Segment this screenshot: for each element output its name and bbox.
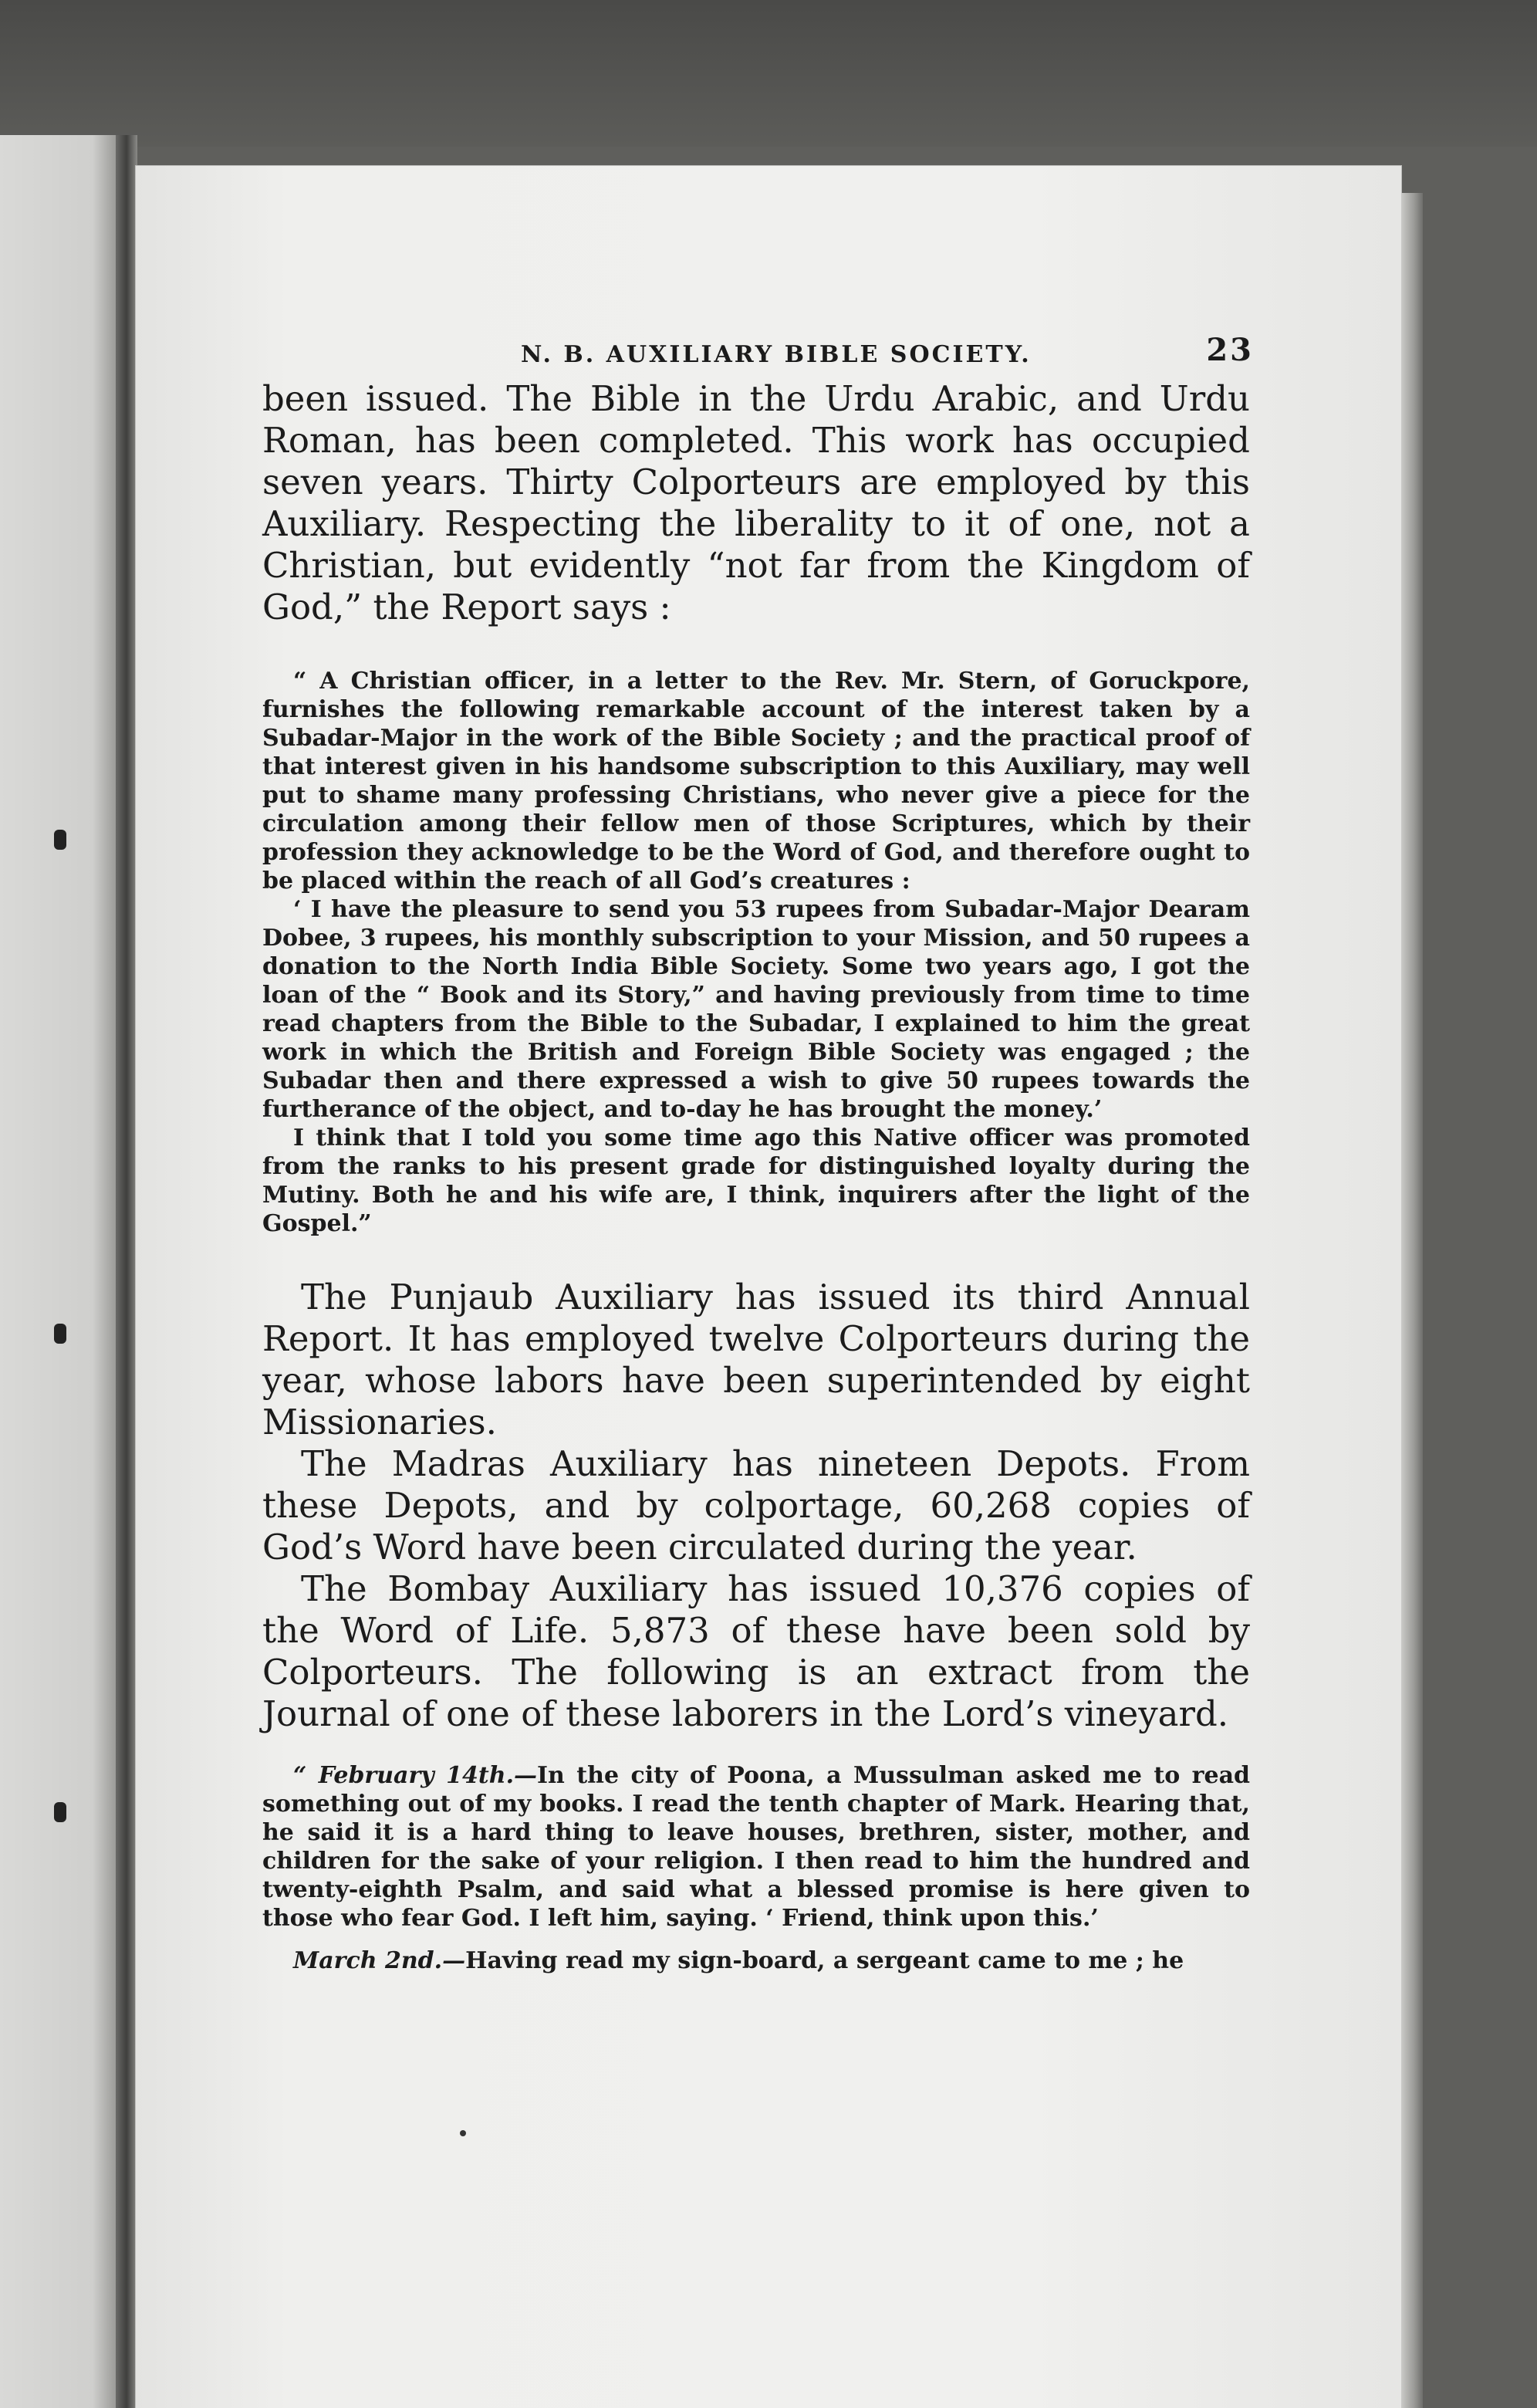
quoted-paragraph: “ A Christian officer, in a letter to the Rev. Mr. Stern, of Goruckpore, furnishes the following remarkable account of the interest taken by a Subadar-Major in the work of the Bible Society ; and the practical proof of that interest given in his handsome subscription to this Auxiliary, may well put to shame many professing Christians, who never give a piece for the circulation among their fellow men of those Scriptures, which by their profession they acknowledge to be the Word of God, and therefore ought to be placed within the reach of all God’s creatures : bbox=[262, 668, 1250, 895]
facing-page-edge bbox=[0, 135, 116, 2408]
page-stack-edge bbox=[1401, 193, 1423, 2408]
paragraph: The Madras Auxiliary has nineteen Depots. From these Depots, and by colportage, 60,268 copies of God’s Word have been circulated during the year. bbox=[262, 1443, 1250, 1568]
running-title: N. B. AUXILIARY BIBLE SOCIETY. bbox=[521, 341, 1032, 368]
page-marker bbox=[54, 1324, 66, 1344]
paragraph: The Punjaub Auxiliary has issued its third Annual Report. It has employed twelve Colporteurs during the year, whose labors have been superintended by eight Missionaries. bbox=[262, 1277, 1250, 1442]
page-content bbox=[262, 332, 1254, 1975]
page-number: 23 bbox=[1206, 332, 1254, 368]
page-marker bbox=[54, 830, 66, 850]
paragraph: been issued. The Bible in the Urdu Arabic, and Urdu Roman, has been completed. This work has occupied seven years. Thirty Colporteurs are employed by this Auxiliary. Respecting the liberality to it of one, not a Christian, but evidently “not far from the Kingdom of God,” the Report says : bbox=[262, 378, 1250, 627]
journal-entry-text: In the city of Poona, a Mussulman asked me to read something out of my books. I read the tenth chapter of Mark. Hearing that, he said it is a hard thing to leave houses, brethren, sister, mother, and children for the sake of your religion. I then read to him the hundred and twenty-eighth Psalm, and said what a blessed promise is here given to those who fear God. I left him, saying. ‘ Friend, think upon this.’ bbox=[262, 1762, 1250, 1932]
running-head bbox=[262, 332, 1254, 378]
page-marker bbox=[54, 1802, 66, 1822]
journal-date: March 2nd.— bbox=[293, 1947, 466, 1974]
print-speck bbox=[460, 2130, 466, 2136]
quoted-paragraph: I think that I told you some time ago this Native officer was promoted from the ranks to his present grade for distinguished loyalty during the Mutiny. Both he and his wife are, I think, inquirers after the light of the Gospel.” bbox=[262, 1125, 1250, 1237]
journal-entry bbox=[262, 1761, 1250, 1933]
journal-entry bbox=[262, 1946, 1250, 1975]
book-gutter bbox=[116, 135, 137, 2408]
scan-background bbox=[0, 0, 1537, 147]
journal-date: “ February 14th.— bbox=[293, 1762, 538, 1789]
paragraph: The Bombay Auxiliary has issued 10,376 copies of the Word of Life. 5,873 of these have been sold by Colporteurs. The following is an extract from the Journal of one of these laborers in the Lord’s vineyard. bbox=[262, 1568, 1250, 1734]
quoted-paragraph: ‘ I have the pleasure to send you 53 rupees from Subadar-Major Dearam Dobee, 3 rupees, his monthly subscription to your Mission, and 50 rupees a donation to the North India Bible Society. Some two years ago, I got the loan of the “ Book and its Story,” and having previously from time to time read chapters from the Bible to the Subadar, I explained to him the great work in which the British and Foreign Bible Society was engaged ; the Subadar then and there expressed a wish to give 50 rupees towards the furtherance of the object, and to-day he has brought the money.’ bbox=[262, 896, 1250, 1123]
journal-entry-text: Having read my sign-board, a sergeant came to me ; he bbox=[465, 1947, 1184, 1974]
